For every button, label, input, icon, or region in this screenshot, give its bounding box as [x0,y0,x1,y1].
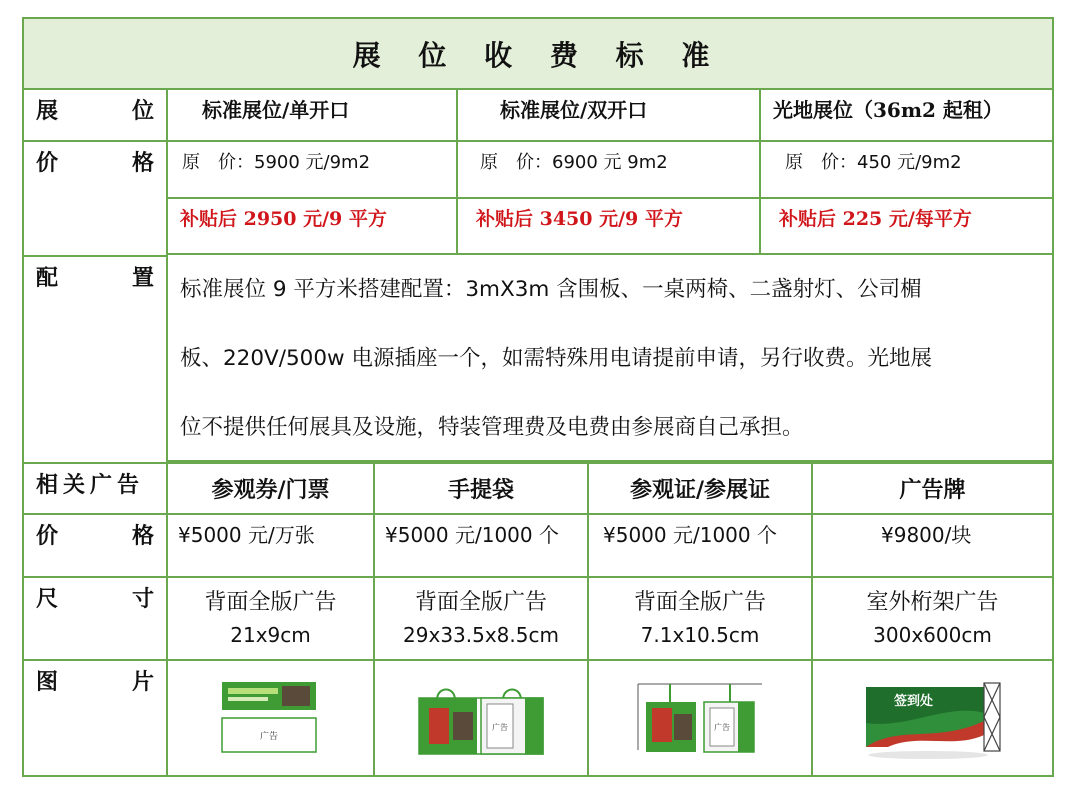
ad-size-desc: 背面全版广告 [204,589,337,615]
ad-size-desc: 背面全版广告 [414,589,547,615]
subsidized-price: 补贴后 3450 元/9 平方 [456,197,761,257]
label-char: 寸 [131,586,154,612]
bag-image [373,659,589,777]
ad-type: 手提袋 [373,462,589,515]
ad-size-dim: 21x9cm [230,622,311,647]
booth-type-double: 标准展位/双开口 [456,88,761,142]
label-char: 价 [36,523,59,549]
ad-price: ¥5000 元/1000 个 [587,513,813,578]
original-price: 原 价：5900 元/9m2 [166,140,458,199]
label-char: 片 [131,669,154,695]
label-char: 价 [36,150,59,176]
ad-size [811,576,1054,661]
ad-size-desc: 背面全版广告 [633,589,766,615]
label-char: 配 [36,265,59,291]
row-label-ad-size [22,576,168,661]
ad-type: 参观券/门票 [166,462,375,515]
label-char: 格 [131,150,154,176]
row-label-ad-price [22,513,168,578]
booth-type-single: 标准展位/单开口 [166,88,458,142]
label-char: 图 [36,669,59,695]
ad-text: 广告 [714,723,730,732]
label-char: 位 [131,98,154,124]
ad-size [373,576,589,661]
ad-text: 广告 [492,723,508,732]
badge-thumbnail [634,678,766,758]
subsidized-price: 补贴后 225 元/每平方 [759,197,1054,257]
fee-table [22,17,1054,777]
ad-size-dim: 7.1x10.5cm [640,622,760,647]
billboard-thumbnail [858,673,1008,763]
ad-size-dim: 29x33.5x8.5cm [403,622,559,647]
subsidized-price: 补贴后 2950 元/9 平方 [166,197,458,257]
label-char: 尺 [36,586,59,612]
ad-size [166,576,375,661]
label-char: 展 [36,98,59,124]
config-line: 位不提供任何展具及设施，特装管理费及电费由参展商自己承担。 [180,415,804,440]
sign-text: 签到处 [893,694,933,709]
original-price: 原 价：450 元/9m2 [759,140,1054,199]
table-title: 展 位 收 费 标 准 [22,17,1054,90]
ticket-thumbnail [216,680,326,756]
ad-type: 参观证/参展证 [587,462,813,515]
ticket-image [166,659,375,777]
ad-size [587,576,813,661]
ad-size-desc: 室外桁架广告 [866,589,999,615]
config-line: 标准展位 9 平方米搭建配置：3mX3m 含围板、一桌两椅、二盏射灯、公司楣 [180,277,922,302]
label-char: 格 [131,523,154,549]
row-label-config [22,255,168,464]
ad-text: 广告 [259,732,278,742]
booth-type-raw: 光地展位（36m2 起租） [759,88,1054,142]
original-price: 原 价：6900 元 9m2 [456,140,761,199]
bag-thumbnail [415,678,547,758]
ad-price: ¥5000 元/万张 [166,513,375,578]
badge-image [587,659,813,777]
billboard-image [811,659,1054,777]
ad-price: ¥5000 元/1000 个 [373,513,589,578]
label-char: 置 [131,265,154,291]
row-label-price [22,140,168,257]
ad-type: 广告牌 [811,462,1054,515]
row-label-booth [22,88,168,142]
config-line: 板、220V/500w 电源插座一个，如需特殊用电请提前申请，另行收费。光地展 [180,346,932,371]
ad-price: ¥9800/块 [811,513,1054,578]
row-label-ad-image [22,659,168,777]
row-label-ads: 相关广告 [22,462,168,515]
ad-size-dim: 300x600cm [873,622,992,647]
config-description [166,253,1054,462]
